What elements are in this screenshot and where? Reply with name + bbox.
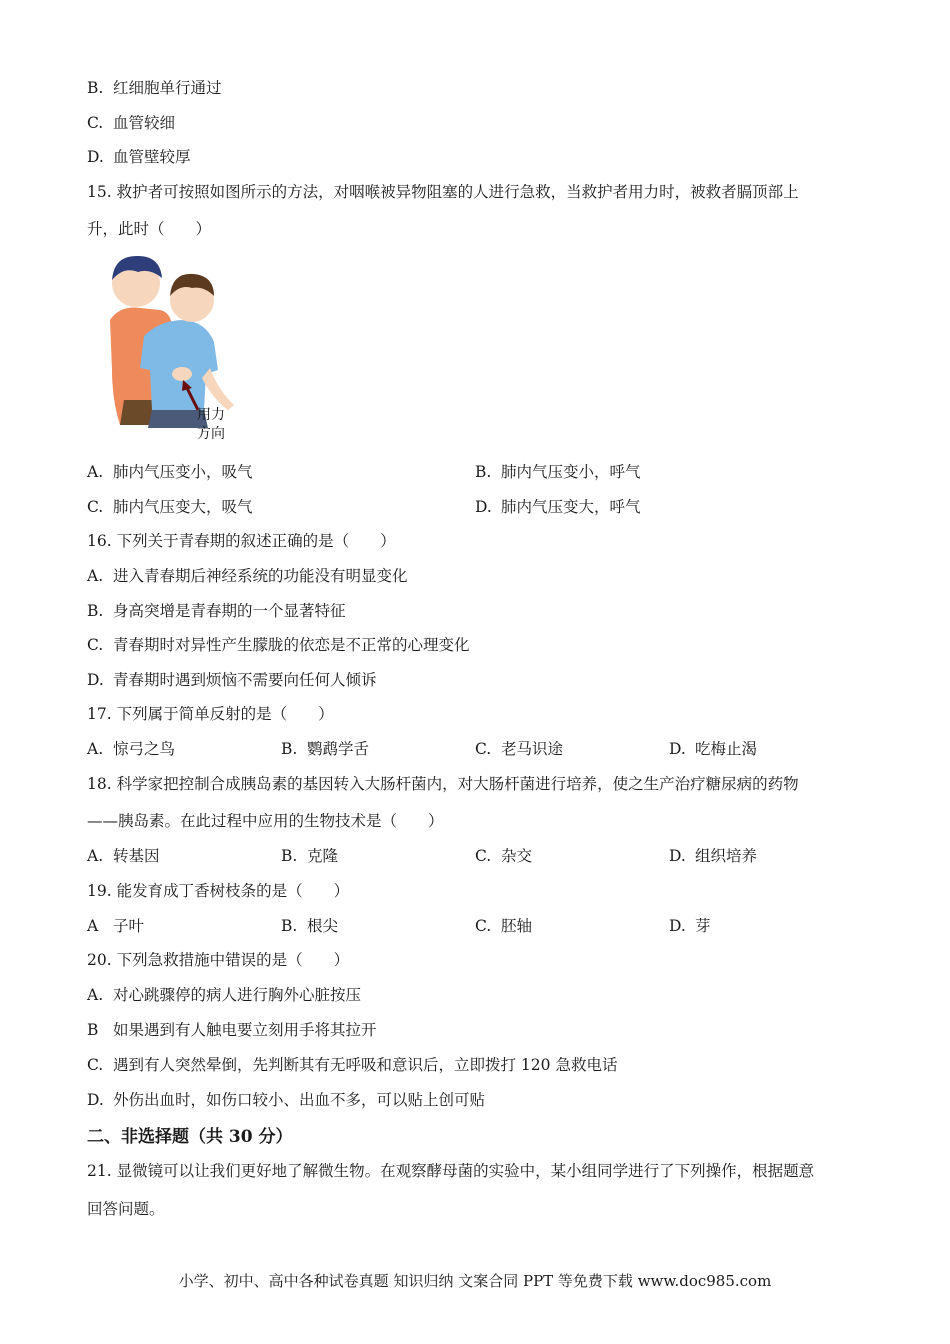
option-label: D. <box>87 1091 104 1109</box>
option-text: 肺内气压变小，吸气 <box>113 463 253 481</box>
option-label: B. <box>87 79 104 97</box>
figure-caption <box>197 406 225 444</box>
option-label: D. <box>87 148 104 166</box>
option-label: D. <box>475 498 492 516</box>
option-text: 转基因 <box>113 847 160 865</box>
q17-option-c <box>475 737 563 759</box>
option-label: B <box>87 1021 99 1039</box>
q20-option-c <box>87 1053 617 1075</box>
option-label: C. <box>87 498 104 516</box>
q17-option-a <box>87 737 175 759</box>
q14-option-c <box>87 111 175 133</box>
option-text: 组织培养 <box>695 847 758 865</box>
q15-option-d <box>475 495 641 517</box>
option-text: 如果遇到有人触电要立刻用手将其拉开 <box>113 1021 377 1039</box>
option-label: B. <box>475 463 492 481</box>
q14-option-b <box>87 76 222 98</box>
q20-stem: 20. 下列急救措施中错误的是（ ） <box>87 951 350 969</box>
option-text: 吃梅止渴 <box>695 740 758 758</box>
option-label: A <box>87 917 99 935</box>
q20-option-d <box>87 1088 485 1110</box>
option-text: 进入青春期后神经系统的功能没有明显变化 <box>113 567 408 585</box>
figure-caption-line2: 方向 <box>197 426 225 442</box>
q17-option-b <box>281 737 369 759</box>
option-label: C. <box>475 917 492 935</box>
option-label: A. <box>87 567 104 585</box>
q21-stem-line2: 回答问题。 <box>87 1200 165 1218</box>
option-text: 鹦鹉学舌 <box>307 740 370 758</box>
q20-option-a <box>87 983 361 1005</box>
option-text: 对心跳骤停的病人进行胸外心脏按压 <box>113 986 362 1004</box>
option-text: 根尖 <box>307 917 339 935</box>
figure-caption-line1: 用力 <box>197 407 225 423</box>
option-text: 血管较细 <box>113 114 176 132</box>
q18-option-a <box>87 844 160 866</box>
option-label: D. <box>669 917 686 935</box>
q21-stem-line1: 21. 显微镜可以让我们更好地了解微生物。在观察酵母菌的实验中，某小组同学进行了下列操作，根据题意 <box>87 1162 815 1180</box>
option-label: B. <box>281 847 298 865</box>
option-text: 胚轴 <box>501 917 533 935</box>
option-text: 肺内气压变大，呼气 <box>501 498 641 516</box>
option-text: 肺内气压变小，呼气 <box>501 463 641 481</box>
option-label: A. <box>87 463 104 481</box>
option-label: C. <box>475 847 492 865</box>
option-label: C. <box>87 1056 104 1074</box>
option-label: B. <box>281 740 298 758</box>
q18-stem-line1: 18. 科学家把控制合成胰岛素的基因转入大肠杆菌内，对大肠杆菌进行培养，使之生产治疗糖尿病的药物 <box>87 775 799 793</box>
option-text: 克隆 <box>307 847 339 865</box>
q18-option-d <box>669 844 757 866</box>
q16-stem: 16. 下列关于青春期的叙述正确的是（ ） <box>87 532 396 550</box>
option-label: A. <box>87 847 104 865</box>
q16-option-a <box>87 564 408 586</box>
q15-option-a <box>87 460 253 482</box>
option-text: 惊弓之鸟 <box>113 740 176 758</box>
q16-option-c <box>87 633 470 655</box>
option-text: 身高突增是青春期的一个显著特征 <box>113 602 346 620</box>
option-label: C. <box>475 740 492 758</box>
q18-option-b <box>281 844 338 866</box>
q19-option-b <box>281 914 338 936</box>
q18-stem-line2: ——胰岛素。在此过程中应用的生物技术是（ ） <box>87 812 444 830</box>
q19-stem: 19. 能发育成丁香树枝条的是（ ） <box>87 882 350 900</box>
q15-stem-line1: 15. 救护者可按照如图所示的方法，对咽喉被异物阻塞的人进行急救，当救护者用力时，被救者膈顶部上 <box>87 183 799 201</box>
option-text: 杂交 <box>501 847 533 865</box>
option-label: D. <box>87 671 104 689</box>
option-label: A. <box>87 986 104 1004</box>
q15-stem-line2: 升，此时（ ） <box>87 220 212 238</box>
q16-option-b <box>87 599 346 621</box>
q19-option-c <box>475 914 532 936</box>
option-text: 遇到有人突然晕倒，先判断其有无呼吸和意识后，立即拨打 120 急救电话 <box>113 1056 618 1074</box>
page-footer: 小学、初中、高中各种试卷真题 知识归纳 文案合同 PPT 等免费下载 www.doc985.com <box>178 1272 772 1290</box>
option-label: B. <box>87 602 104 620</box>
q17-stem: 17. 下列属于简单反射的是（ ） <box>87 705 334 723</box>
q15-option-b <box>475 460 641 482</box>
option-label: A. <box>87 740 104 758</box>
option-text: 肺内气压变大，吸气 <box>113 498 253 516</box>
q14-option-d <box>87 145 191 167</box>
q16-option-d <box>87 668 377 690</box>
option-text: 老马识途 <box>501 740 564 758</box>
option-label: C. <box>87 114 104 132</box>
option-text: 外伤出血时，如伤口较小、出血不多，可以贴上创可贴 <box>113 1091 486 1109</box>
option-text: 芽 <box>695 917 711 935</box>
option-text: 子叶 <box>113 917 145 935</box>
option-text: 血管壁较厚 <box>113 148 191 166</box>
q19-option-d <box>669 914 711 936</box>
q19-option-a <box>87 914 144 936</box>
option-label: B. <box>281 917 298 935</box>
q15-option-c <box>87 495 253 517</box>
option-label: D. <box>669 740 686 758</box>
option-text: 红细胞单行通过 <box>113 79 222 97</box>
q18-option-c <box>475 844 532 866</box>
q17-option-d <box>669 737 757 759</box>
q20-option-b <box>87 1018 377 1040</box>
option-text: 青春期时遇到烦恼不需要向任何人倾诉 <box>113 671 377 689</box>
option-text: 青春期时对异性产生朦胧的依恋是不正常的心理变化 <box>113 636 470 654</box>
option-label: D. <box>669 847 686 865</box>
section-2-title: 二、非选择题（共 30 分） <box>87 1127 293 1147</box>
option-label: C. <box>87 636 104 654</box>
